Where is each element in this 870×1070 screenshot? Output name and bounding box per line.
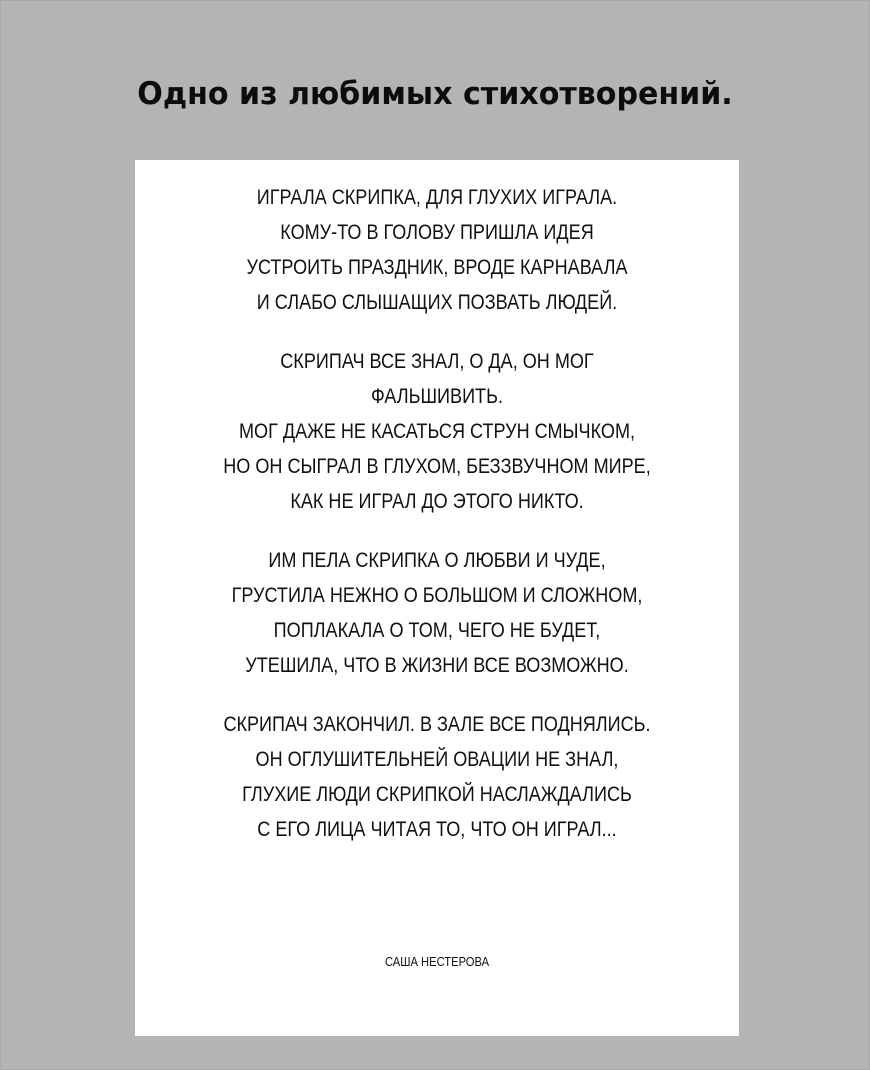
poem-line: С ЕГО ЛИЦА ЧИТАЯ ТО, ЧТО ОН ИГРАЛ... (257, 818, 617, 841)
poem-line: ГЛУХИЕ ЛЮДИ СКРИПКОЙ НАСЛАЖДАЛИСЬ (242, 783, 632, 806)
poem-card (135, 160, 739, 1036)
poem-line: ГРУСТИЛА НЕЖНО О БОЛЬШОМ И СЛОЖНОМ, (231, 584, 643, 607)
poem-stanza-3 (135, 543, 739, 683)
poem-line: ОН ОГЛУШИТЕЛЬНЕЙ ОВАЦИИ НЕ ЗНАЛ, (255, 748, 619, 771)
poem-line: НО ОН СЫГРАЛ В ГЛУХОМ, БЕЗЗВУЧНОМ МИРЕ, (223, 455, 651, 478)
poem-stanza-4 (135, 707, 739, 847)
poem-text (135, 180, 739, 871)
poem-stanza-1 (135, 180, 739, 320)
poem-line: КАК НЕ ИГРАЛ ДО ЭТОГО НИКТО. (290, 490, 584, 513)
poem-line: ПОПЛАКАЛА О ТОМ, ЧЕГО НЕ БУДЕТ, (273, 619, 601, 642)
poem-line: ИГРАЛА СКРИПКА, ДЛЯ ГЛУХИХ ИГРАЛА. (256, 186, 618, 209)
poem-line: СКРИПАЧ ЗАКОНЧИЛ. В ЗАЛЕ ВСЕ ПОДНЯЛИСЬ. (223, 713, 651, 736)
poem-stanza-2 (135, 344, 739, 519)
poem-line: СКРИПАЧ ВСЕ ЗНАЛ, О ДА, ОН МОГ (280, 350, 594, 373)
poem-line: КОМУ-ТО В ГОЛОВУ ПРИШЛА ИДЕЯ (280, 221, 594, 244)
poem-line: УТЕШИЛА, ЧТО В ЖИЗНИ ВСЕ ВОЗМОЖНО. (245, 654, 629, 677)
poem-line: МОГ ДАЖЕ НЕ КАСАТЬСЯ СТРУН СМЫЧКОМ, (238, 420, 636, 443)
poem-author: САША НЕСТЕРОВА (384, 954, 490, 969)
page-heading: Одно из любимых стихотворений. (137, 76, 733, 112)
poem-line: ФАЛЬШИВИТЬ. (371, 385, 503, 408)
poem-line: УСТРОИТЬ ПРАЗДНИК, ВРОДЕ КАРНАВАЛА (246, 256, 628, 279)
poem-line: И СЛАБО СЛЫШАЩИХ ПОЗВАТЬ ЛЮДЕЙ. (256, 291, 618, 314)
poem-line: ИМ ПЕЛА СКРИПКА О ЛЮБВИ И ЧУДЕ, (268, 549, 606, 572)
